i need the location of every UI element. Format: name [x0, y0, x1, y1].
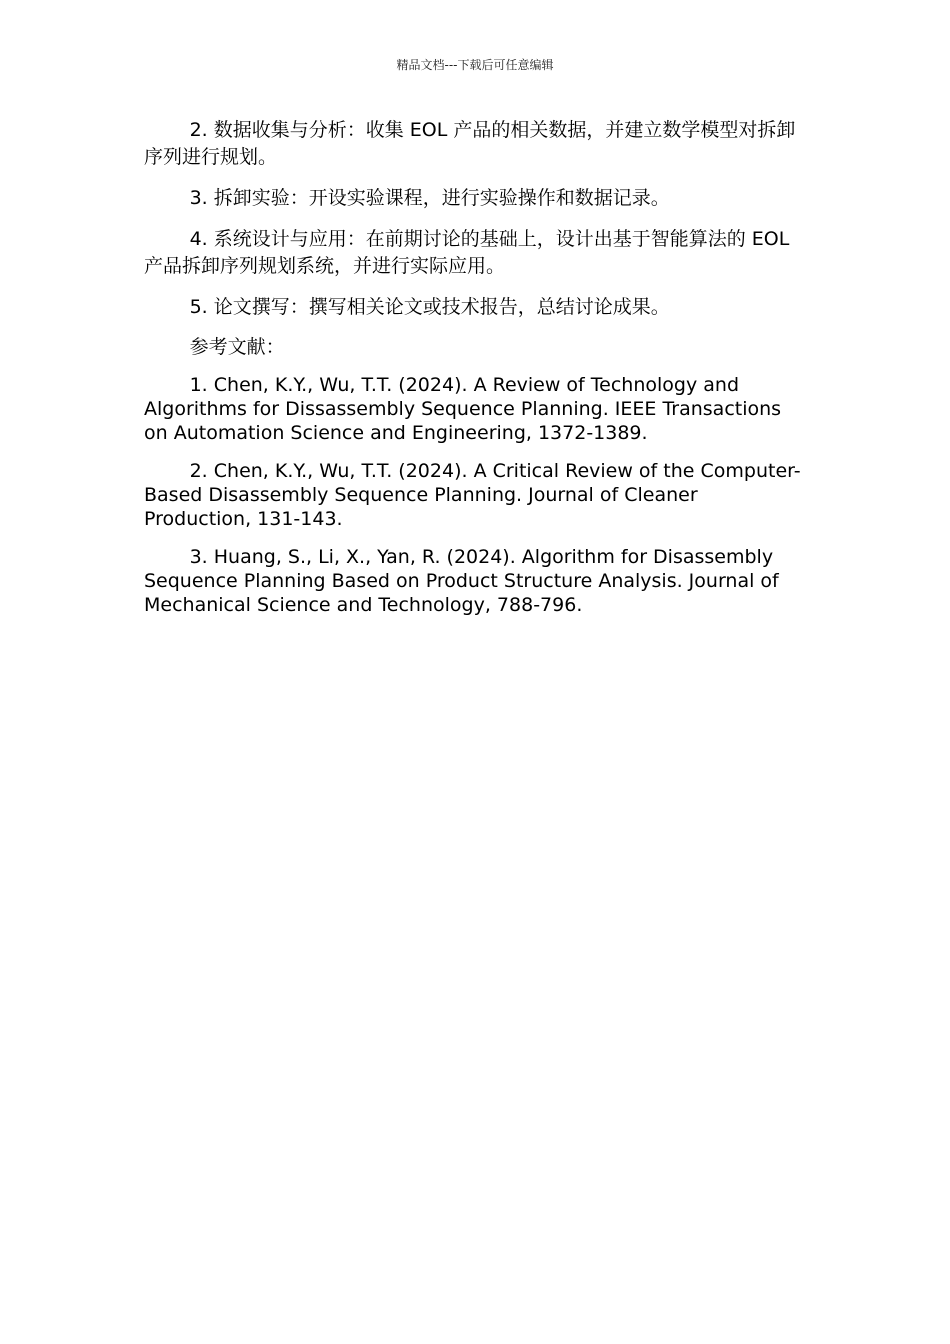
reference-entry: 2. Chen, K.Y., Wu, T.T. (2024). A Critical Review of the Computer-Based Disassembly Sequence Planning. Journal of Cleaner Production, 131-143. — [144, 460, 801, 530]
list-item: 4. 系统设计与应用：在前期讨论的基础上，设计出基于智能算法的 EOL 产品拆卸序列规划系统，并进行实际应用。 — [144, 228, 790, 277]
references-heading: 参考文献： — [189, 336, 285, 358]
list-item: 3. 拆卸实验：开设实验课程，进行实验操作和数据记录。 — [189, 187, 670, 209]
list-item: 5. 论文撰写：撰写相关论文或技术报告，总结讨论成果。 — [189, 296, 670, 318]
reference-entry: 1. Chen, K.Y., Wu, T.T. (2024). A Review of Technology and Algorithms for Dissassembly Sequence Planning. IEEE Transactions on Automation Science and Engineering, 1372-1389. — [144, 374, 782, 444]
list-item: 2. 数据收集与分析：收集 EOL 产品的相关数据，并建立数学模型对拆卸序列进行规划。 — [144, 119, 796, 168]
reference-entry: 3. Huang, S., Li, X., Yan, R. (2024). Algorithm for Disassembly Sequence Planning Based on Product Structure Analysis. Journal of Mechanical Science and Technology, 788-796. — [144, 546, 779, 616]
document-body — [144, 117, 808, 631]
page-header: 精品文档---下载后可任意编辑 — [396, 58, 554, 72]
